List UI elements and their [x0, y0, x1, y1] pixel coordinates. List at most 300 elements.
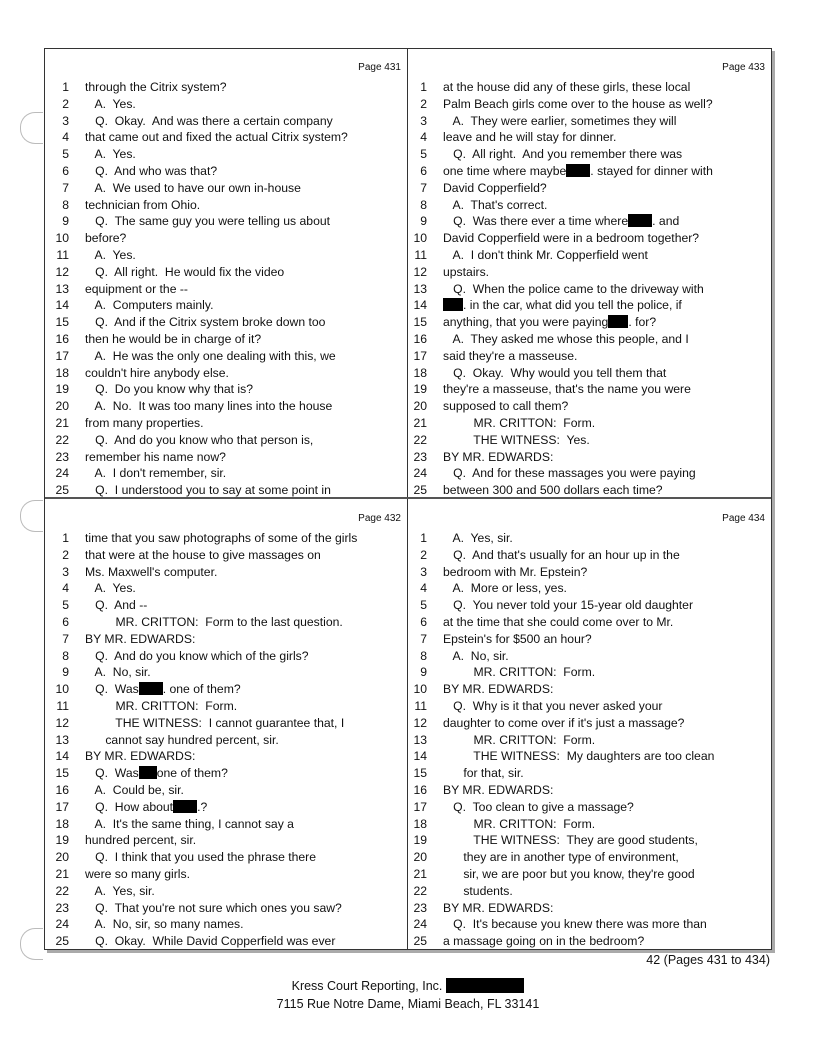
- line-text-part: one of them?: [156, 766, 228, 781]
- transcript-line: [45, 398, 407, 415]
- line-number: 20: [413, 399, 427, 414]
- transcript-line: [45, 331, 407, 348]
- transcript-line: [45, 916, 407, 933]
- line-text-part: A. No, sir.: [85, 665, 151, 680]
- line-number: 7: [420, 631, 427, 646]
- line-number: 2: [420, 96, 427, 111]
- line-number: 24: [413, 466, 427, 481]
- line-number: 17: [55, 348, 69, 363]
- line-text-part: Q. Do you know why that is?: [85, 382, 253, 397]
- line-text: [85, 916, 403, 933]
- line-text-part: Q. And do you know who that person is,: [85, 432, 314, 447]
- line-text: [443, 732, 767, 749]
- line-text-part: . stayed for dinner with: [590, 163, 713, 178]
- line-text: [85, 832, 403, 849]
- transcript-line: [45, 79, 407, 96]
- line-number: 17: [413, 348, 427, 363]
- transcript-line: [409, 631, 771, 648]
- line-number: 18: [55, 816, 69, 831]
- line-text: [85, 113, 403, 130]
- line-number: 18: [413, 816, 427, 831]
- line-text-part: Epstein's for $500 an hour?: [443, 631, 592, 646]
- line-text: [85, 381, 403, 398]
- line-text-part: daughter to come over if it's just a massage?: [443, 715, 685, 730]
- line-text-part: BY MR. EDWARDS:: [85, 749, 196, 764]
- line-text: [443, 146, 767, 163]
- line-number: 24: [55, 466, 69, 481]
- line-text: [85, 547, 403, 564]
- line-text-part: through the Citrix system?: [85, 80, 227, 94]
- line-text-part: A. Yes.: [85, 147, 136, 162]
- transcript-line: [45, 381, 407, 398]
- line-text: [85, 281, 403, 298]
- line-text-part: sir, we are poor but you know, they're good: [443, 866, 695, 881]
- line-number: 4: [420, 581, 427, 596]
- transcript-line: [409, 180, 771, 197]
- transcript-line: [409, 866, 771, 883]
- line-number: 1: [420, 80, 427, 94]
- line-text-part: A. Yes, sir.: [85, 883, 155, 898]
- line-text-part: leave and he will stay for dinner.: [443, 130, 617, 145]
- transcript-line: [409, 197, 771, 214]
- line-text: [443, 580, 767, 597]
- line-text-part: they are in another type of environment,: [443, 850, 679, 865]
- transcript-line: [45, 564, 407, 581]
- transcript-line: [409, 381, 771, 398]
- line-number: 17: [413, 799, 427, 814]
- line-text-part: A. No, sir, so many names.: [85, 917, 244, 932]
- company-name: Kress Court Reporting, Inc.: [291, 979, 443, 993]
- line-text-part: equipment or the --: [85, 281, 188, 296]
- line-text: [443, 883, 767, 900]
- transcript-line: [45, 933, 407, 950]
- transcript-line: [45, 113, 407, 130]
- line-text-part: before?: [85, 231, 127, 246]
- line-number: 14: [55, 298, 69, 313]
- line-text: [443, 698, 767, 715]
- transcript-line: [409, 547, 771, 564]
- line-text-part: between 300 and 500 dollars each time?: [443, 483, 663, 498]
- line-text-part: at the time that she could come over to Mr.: [443, 614, 674, 629]
- transcript-line: [45, 213, 407, 230]
- line-text: [85, 297, 403, 314]
- transcript-sheet: [44, 48, 772, 950]
- line-text: [443, 230, 767, 247]
- line-text-part: they're a masseuse, that's the name you were: [443, 382, 691, 397]
- transcript-line: [409, 530, 771, 547]
- line-text: [85, 715, 403, 732]
- line-text-part: Q. I understood you to say at some point in: [85, 483, 331, 498]
- line-text: [443, 365, 767, 382]
- transcript-line: [45, 415, 407, 432]
- line-text-part: A. Yes.: [85, 247, 136, 262]
- line-number: 8: [420, 197, 427, 212]
- line-text-part: MR. CRITTON: Form.: [443, 732, 596, 747]
- transcript-line: [409, 314, 771, 331]
- transcript-line: [409, 331, 771, 348]
- line-text: [85, 765, 403, 782]
- transcript-line: [45, 348, 407, 365]
- line-number: 15: [413, 766, 427, 781]
- line-text: [443, 163, 767, 180]
- transcript-line: [45, 849, 407, 866]
- transcript-line: [45, 314, 407, 331]
- line-number: 12: [413, 264, 427, 279]
- line-text-part: one time where maybe: [443, 163, 567, 178]
- transcript-line: [409, 348, 771, 365]
- line-text: [443, 398, 767, 415]
- line-number: 1: [420, 531, 427, 545]
- transcript-line: [409, 782, 771, 799]
- line-text-part: anything, that you were paying: [443, 315, 609, 330]
- transcript-line: [409, 614, 771, 631]
- line-number: 22: [55, 883, 69, 898]
- transcript-line: [45, 449, 407, 466]
- line-text: [443, 96, 767, 113]
- line-number: 20: [413, 850, 427, 865]
- line-text: [443, 748, 767, 765]
- line-number: 3: [62, 113, 69, 128]
- transcript-line: [409, 146, 771, 163]
- line-text-part: Q. And for these massages you were paying: [443, 466, 696, 481]
- line-text: [85, 398, 403, 415]
- line-text: [443, 664, 767, 681]
- line-text-part: Q. Okay. Why would you tell them that: [443, 365, 667, 380]
- page-number-label: Page 433: [722, 62, 765, 73]
- transcript-line: [409, 264, 771, 281]
- line-text-part: Q. And that's usually for an hour up in the: [443, 547, 680, 562]
- line-text-part: David Copperfield?: [443, 180, 547, 195]
- line-text-part: Q. Too clean to give a massage?: [443, 799, 634, 814]
- line-text-part: then he would be in charge of it?: [85, 331, 262, 346]
- transcript-line: [45, 866, 407, 883]
- line-number: 25: [55, 483, 69, 498]
- line-text: [443, 765, 767, 782]
- line-text: [85, 79, 403, 96]
- line-text: [85, 900, 403, 917]
- line-text-part: BY MR. EDWARDS:: [443, 682, 554, 697]
- line-number: 10: [413, 231, 427, 246]
- transcript-line: [409, 748, 771, 765]
- line-number: 23: [55, 900, 69, 915]
- line-number: 10: [55, 682, 69, 697]
- line-number: 16: [413, 782, 427, 797]
- line-text: [443, 180, 767, 197]
- line-text: [85, 782, 403, 799]
- line-text: [85, 933, 403, 950]
- pages-range-note: 42 (Pages 431 to 434): [646, 953, 770, 967]
- transcript-lines: [45, 79, 407, 499]
- line-text: [443, 916, 767, 933]
- line-number: 23: [413, 449, 427, 464]
- line-text: [443, 264, 767, 281]
- line-number: 15: [55, 315, 69, 330]
- line-text: [85, 530, 403, 547]
- line-text: [85, 449, 403, 466]
- line-text-part: from many properties.: [85, 415, 204, 430]
- line-text-part: MR. CRITTON: Form.: [443, 415, 596, 430]
- line-text-part: . for?: [628, 315, 657, 330]
- line-number: 8: [62, 648, 69, 663]
- line-text: [85, 748, 403, 765]
- line-text-part: Q. The same guy you were telling us about: [85, 214, 331, 229]
- line-text: [443, 314, 767, 331]
- transcript-line: [45, 281, 407, 298]
- line-text: [85, 230, 403, 247]
- transcript-line: [45, 465, 407, 482]
- transcript-line: [409, 79, 771, 96]
- line-number: 2: [62, 547, 69, 562]
- transcript-line: [409, 163, 771, 180]
- line-text-part: BY MR. EDWARDS:: [85, 631, 196, 646]
- line-number: 2: [62, 96, 69, 111]
- line-text-part: A. Yes.: [85, 581, 136, 596]
- line-text: [85, 482, 403, 499]
- line-text: [443, 482, 767, 499]
- transcript-line: [409, 432, 771, 449]
- line-text: [443, 547, 767, 564]
- page-number-label: Page 432: [358, 513, 401, 524]
- transcript-line: [45, 648, 407, 665]
- line-text: [443, 564, 767, 581]
- line-text: [443, 415, 767, 432]
- line-number: 12: [413, 715, 427, 730]
- line-text-part: THE WITNESS: Yes.: [443, 432, 590, 447]
- line-text: [85, 664, 403, 681]
- line-text: [443, 530, 767, 547]
- transcript-line: [45, 782, 407, 799]
- line-number: 6: [62, 163, 69, 178]
- line-number: 18: [413, 365, 427, 380]
- transcript-line: [45, 664, 407, 681]
- line-number: 19: [413, 833, 427, 848]
- line-text-part: A. I don't think Mr. Copperfield went: [443, 247, 648, 262]
- binder-hole: [20, 112, 43, 144]
- transcript-line: [409, 849, 771, 866]
- transcript-line: [45, 580, 407, 597]
- line-number: 23: [55, 449, 69, 464]
- line-number: 25: [55, 934, 69, 949]
- line-text: [443, 681, 767, 698]
- transcript-line: [409, 664, 771, 681]
- line-text-part: . in the car, what did you tell the police, if: [463, 298, 682, 313]
- transcript-page-432: [45, 500, 407, 948]
- line-text: [443, 129, 767, 146]
- transcript-line: [45, 146, 407, 163]
- line-text: [85, 96, 403, 113]
- transcript-line: [45, 715, 407, 732]
- line-text: [443, 465, 767, 482]
- line-text-part: A. No. It was too many lines into the house: [85, 399, 333, 414]
- line-number: 13: [413, 732, 427, 747]
- line-text-part: A. No, sir.: [443, 648, 509, 663]
- line-number: 7: [62, 631, 69, 646]
- line-number: 3: [62, 564, 69, 579]
- line-text-part: at the house did any of these girls, these local: [443, 80, 691, 94]
- line-number: 16: [55, 782, 69, 797]
- transcript-line: [45, 247, 407, 264]
- line-text: [443, 866, 767, 883]
- transcript-line: [45, 832, 407, 849]
- line-number: 8: [420, 648, 427, 663]
- line-text: [85, 348, 403, 365]
- transcript-line: [409, 398, 771, 415]
- line-text: [85, 681, 403, 698]
- line-text-part: .?: [197, 799, 208, 814]
- transcript-line: [409, 648, 771, 665]
- column-divider: [407, 49, 408, 949]
- redaction-bar: [173, 800, 197, 813]
- line-number: 23: [413, 900, 427, 915]
- line-text: [85, 816, 403, 833]
- line-text: [443, 933, 767, 950]
- transcript-line: [45, 631, 407, 648]
- page-number-label: Page 431: [358, 62, 401, 73]
- transcript-line: [409, 281, 771, 298]
- page-number-label: Page 434: [722, 513, 765, 524]
- line-text-part: A. Yes.: [85, 96, 136, 111]
- line-number: 9: [420, 665, 427, 680]
- line-text: [85, 849, 403, 866]
- transcript-line: [45, 365, 407, 382]
- line-text-part: a massage going on in the bedroom?: [443, 934, 645, 949]
- transcript-line: [409, 365, 771, 382]
- transcript-line: [409, 482, 771, 499]
- line-text-part: . and: [652, 214, 680, 229]
- line-text: [85, 129, 403, 146]
- redaction-bar: [443, 298, 463, 311]
- line-number: 7: [420, 180, 427, 195]
- line-number: 19: [55, 833, 69, 848]
- line-text: [85, 648, 403, 665]
- transcript-line: [45, 230, 407, 247]
- line-text: [85, 432, 403, 449]
- line-number: 21: [55, 415, 69, 430]
- line-text: [443, 331, 767, 348]
- line-text-part: Q. And --: [85, 598, 148, 613]
- line-text-part: upstairs.: [443, 264, 490, 279]
- line-text-part: Palm Beach girls come over to the house as well?: [443, 96, 713, 111]
- line-text: [443, 113, 767, 130]
- line-number: 11: [56, 247, 69, 262]
- line-number: 14: [413, 298, 427, 313]
- line-text: [443, 816, 767, 833]
- line-text: [443, 900, 767, 917]
- line-text: [85, 264, 403, 281]
- transcript-line: [409, 916, 771, 933]
- line-text: [85, 631, 403, 648]
- line-text-part: Q. And do you know which of the girls?: [85, 648, 309, 663]
- transcript-line: [409, 883, 771, 900]
- line-number: 6: [62, 614, 69, 629]
- transcript-line: [45, 432, 407, 449]
- line-text: [85, 163, 403, 180]
- line-text-part: Q. Why is it that you never asked your: [443, 698, 663, 713]
- line-number: 13: [55, 732, 69, 747]
- transcript-line: [45, 883, 407, 900]
- line-text-part: BY MR. EDWARDS:: [443, 449, 554, 464]
- line-text-part: A. Yes, sir.: [443, 531, 513, 545]
- line-number: 9: [62, 214, 69, 229]
- line-number: 24: [55, 917, 69, 932]
- transcript-page-431: [45, 49, 407, 497]
- line-number: 4: [62, 581, 69, 596]
- transcript-page-433: [409, 49, 771, 497]
- transcript-line: [45, 597, 407, 614]
- line-text-part: A. We used to have our own in-house: [85, 180, 301, 195]
- redaction-bar: [446, 978, 524, 993]
- line-text: [85, 580, 403, 597]
- transcript-line: [45, 748, 407, 765]
- transcript-lines: [409, 530, 771, 950]
- transcript-line: [45, 96, 407, 113]
- line-text-part: . one of them?: [162, 682, 241, 697]
- redaction-bar: [139, 766, 157, 779]
- line-text: [85, 799, 403, 816]
- line-number: 19: [413, 382, 427, 397]
- line-text: [443, 281, 767, 298]
- line-number: 20: [55, 850, 69, 865]
- line-text-part: Q. That you're not sure which ones you saw?: [85, 900, 342, 915]
- line-text-part: THE WITNESS: My daughters are too clean: [443, 749, 715, 764]
- line-text: [85, 213, 403, 230]
- transcript-line: [45, 197, 407, 214]
- line-number: 13: [55, 281, 69, 296]
- line-number: 24: [413, 917, 427, 932]
- line-text-part: BY MR. EDWARDS:: [443, 782, 554, 797]
- line-text: [443, 432, 767, 449]
- line-text-part: Q. Okay. While David Copperfield was ever: [85, 934, 336, 949]
- line-text-part: David Copperfield were in a bedroom together?: [443, 231, 700, 246]
- line-text-part: were so many girls.: [85, 866, 190, 881]
- transcript-line: [45, 681, 407, 698]
- line-number: 11: [414, 247, 427, 262]
- line-number: 2: [420, 547, 427, 562]
- line-text-part: BY MR. EDWARDS:: [443, 900, 554, 915]
- line-number: 10: [413, 682, 427, 697]
- line-text-part: A. They were earlier, sometimes they will: [443, 113, 677, 128]
- line-text-part: Q. How about: [85, 799, 174, 814]
- line-number: 21: [413, 866, 427, 881]
- line-text-part: technician from Ohio.: [85, 197, 201, 212]
- transcript-line: [45, 297, 407, 314]
- line-number: 22: [413, 432, 427, 447]
- transcript-line: [409, 933, 771, 950]
- line-text: [85, 597, 403, 614]
- line-text: [85, 415, 403, 432]
- line-text-part: Q. All right. He would fix the video: [85, 264, 285, 279]
- transcript-line: [45, 614, 407, 631]
- transcript-line: [409, 415, 771, 432]
- line-number: 25: [413, 934, 427, 949]
- line-text: [85, 180, 403, 197]
- line-text-part: A. Could be, sir.: [85, 782, 184, 797]
- line-number: 18: [55, 365, 69, 380]
- line-text-part: that came out and fixed the actual Citrix system?: [85, 130, 348, 145]
- line-text-part: A. Computers mainly.: [85, 298, 214, 313]
- line-text-part: Q. It's because you knew there was more than: [443, 917, 707, 932]
- transcript-line: [409, 597, 771, 614]
- footer-company: [0, 978, 816, 993]
- transcript-line: [409, 799, 771, 816]
- line-number: 9: [420, 214, 427, 229]
- transcript-line: [409, 698, 771, 715]
- line-text-part: bedroom with Mr. Epstein?: [443, 564, 588, 579]
- transcript-line: [45, 799, 407, 816]
- redaction-bar: [608, 315, 628, 328]
- line-number: 5: [62, 147, 69, 162]
- transcript-line: [409, 297, 771, 314]
